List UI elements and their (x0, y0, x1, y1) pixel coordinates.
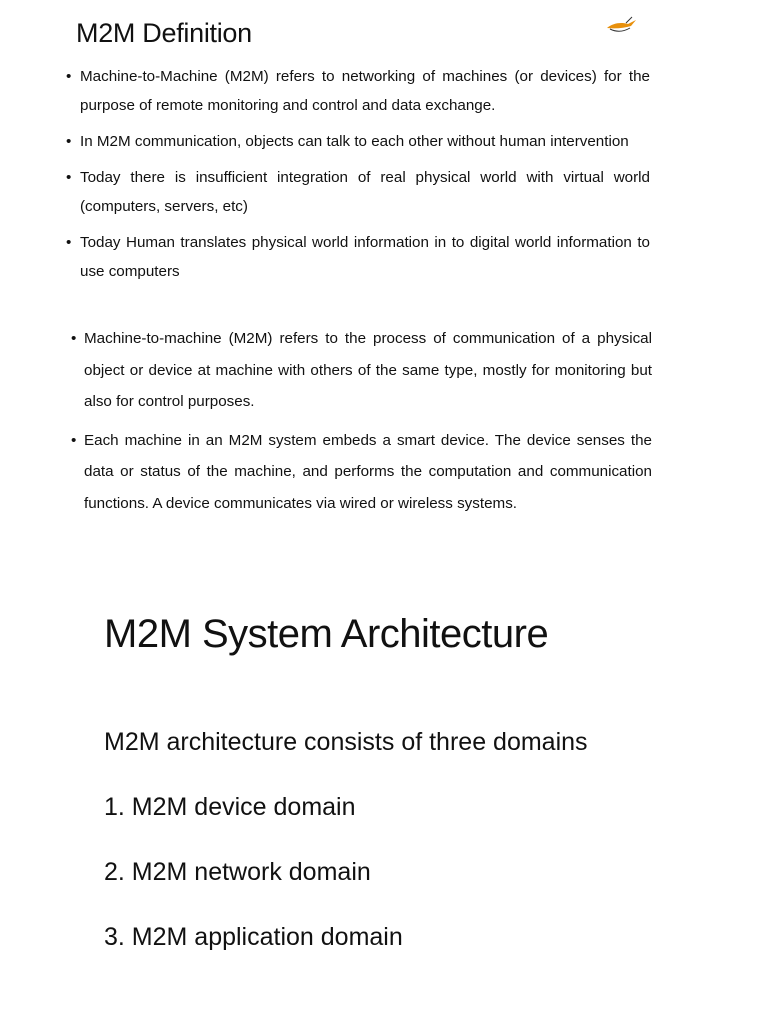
architecture-intro: M2M architecture consists of three domains (104, 728, 588, 756)
bullet-marker: • (66, 68, 72, 85)
bullet-item (71, 323, 652, 418)
bird-logo-icon (604, 14, 638, 36)
definition-title: M2M Definition (76, 18, 252, 48)
bullet-item (66, 163, 650, 221)
bullet-text: Each machine in an M2M system embeds a smart device. The device senses the data or status of the machine, and performs the computation and communication functions. A device communicates via wired or wireless systems. (84, 431, 652, 512)
bullet-item (71, 425, 652, 520)
domain-item-network: 2. M2M network domain (104, 858, 371, 886)
bullet-marker: • (66, 169, 72, 186)
bullet-marker: • (71, 431, 77, 449)
bullet-marker: • (71, 330, 77, 347)
bullet-text: Machine-to-Machine (M2M) refers to networking of machines (or devices) for the purpose of remote monitoring and control and data exchange. (80, 68, 650, 114)
bullet-marker: • (66, 133, 72, 150)
definition-bullets-top (66, 62, 650, 286)
domain-item-application: 3. M2M application domain (104, 923, 403, 951)
bullet-item (66, 228, 650, 286)
bullet-text: Machine-to-machine (M2M) refers to the process of communication of a physical object or device at machine with others of the same type, mostly for monitoring but also for control purposes. (84, 330, 652, 410)
bullet-text: Today Human translates physical world information in to digital world information to use computers (80, 234, 650, 280)
bullet-item (66, 62, 650, 120)
bullet-item (66, 127, 650, 156)
bullet-marker: • (66, 234, 72, 251)
bullet-text: In M2M communication, objects can talk to each other without human intervention (80, 133, 629, 150)
domain-item-device: 1. M2M device domain (104, 793, 356, 821)
architecture-title: M2M System Architecture (104, 612, 549, 656)
bullet-text: Today there is insufficient integration of real physical world with virtual world (computers, servers, etc) (80, 169, 650, 215)
definition-bullets-bottom (71, 323, 652, 519)
